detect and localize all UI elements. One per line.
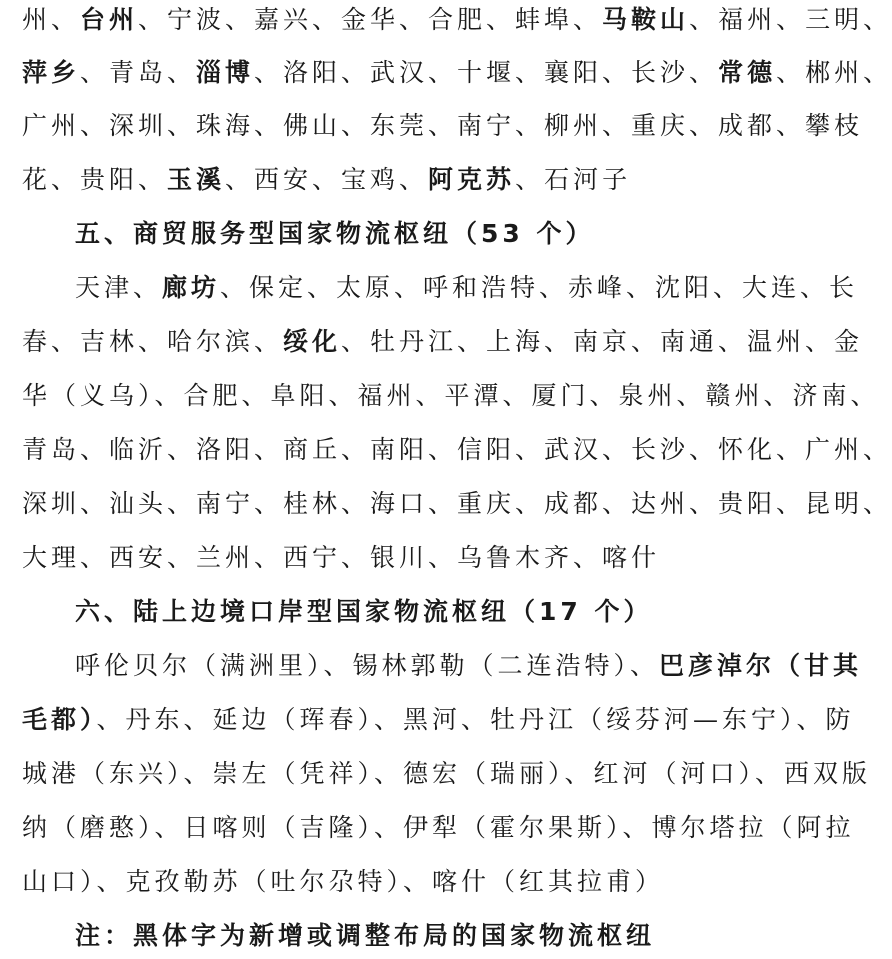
text-line: [22, 160, 811, 200]
bold-hub-name: 六、陆上边境口岸型国家物流枢纽（17 个）: [75, 597, 653, 626]
bold-hub-name: 注：黑体字为新增或调整布局的国家物流枢纽: [75, 921, 656, 950]
text-segment: 山口）、克孜勒苏（吐尔尕特）、喀什（红其拉甫）: [22, 867, 665, 896]
bold-hub-name: 廊坊: [162, 273, 221, 302]
text-segment: 华（义乌）、合肥、阜阳、福州、平潭、厦门、泉州、赣州、济南、: [22, 381, 880, 410]
bold-hub-name: 绥化: [283, 327, 342, 356]
text-segment: 、宁波、嘉兴、金华、合肥、蚌埠、: [138, 5, 603, 34]
bold-hub-name: 马鞍山: [602, 5, 690, 34]
text-segment: 、洛阳、武汉、十堰、襄阳、长沙、: [254, 58, 719, 87]
text-segment: 、牡丹江、上海、南京、南通、温州、金: [341, 327, 864, 356]
section-heading: [75, 214, 811, 254]
text-segment: 、丹东、延边（珲春）、黑河、牡丹江（绥芬河—东宁）、防: [96, 705, 855, 734]
text-segment: 大理、西安、兰州、西宁、银川、乌鲁木齐、喀什: [22, 543, 661, 572]
bold-hub-name: 淄博: [196, 58, 255, 87]
bold-hub-name: 常德: [718, 58, 777, 87]
text-segment: 青岛、临沂、洛阳、商丘、南阳、信阳、武汉、长沙、怀化、广州、: [22, 435, 892, 464]
text-line: [22, 376, 880, 416]
text-line: [22, 538, 811, 578]
text-segment: 、西安、宝鸡、: [225, 165, 429, 194]
bold-hub-name: 巴彦淖尔（甘其: [659, 651, 863, 680]
text-line: [22, 322, 864, 362]
text-line: [75, 646, 863, 686]
text-line: [22, 484, 892, 524]
text-segment: 天津、: [75, 273, 163, 302]
section-heading: [75, 916, 811, 956]
text-segment: 呼伦贝尔（满洲里）、锡林郭勒（二连浩特）、: [75, 651, 660, 680]
text-line: [22, 862, 811, 902]
text-segment: 城港（东兴）、崇左（凭祥）、德宏（瑞丽）、红河（河口）、西双版: [22, 759, 872, 788]
text-line: [22, 700, 855, 740]
text-line: [22, 106, 864, 146]
text-line: [22, 0, 892, 40]
text-segment: 、石河子: [515, 165, 632, 194]
text-segment: 春、吉林、哈尔滨、: [22, 327, 284, 356]
section-heading: [75, 592, 811, 632]
bold-hub-name: 毛都）: [22, 705, 97, 734]
text-line: [75, 268, 859, 308]
text-segment: 广州、深圳、珠海、佛山、东莞、南宁、柳州、重庆、成都、攀枝: [22, 111, 864, 140]
text-segment: 、青岛、: [80, 58, 197, 87]
text-segment: 、保定、太原、呼和浩特、赤峰、沈阳、大连、长: [220, 273, 859, 302]
text-line: [22, 808, 855, 848]
text-segment: 深圳、汕头、南宁、桂林、海口、重庆、成都、达州、贵阳、昆明、: [22, 489, 892, 518]
text-segment: 花、贵阳、: [22, 165, 168, 194]
bold-hub-name: 萍乡: [22, 58, 81, 87]
bold-hub-name: 五、商贸服务型国家物流枢纽（53 个）: [75, 219, 595, 248]
text-line: [22, 430, 892, 470]
text-segment: 、郴州、: [776, 58, 892, 87]
text-segment: 州、: [22, 5, 81, 34]
text-line: [22, 53, 892, 93]
bold-hub-name: 玉溪: [167, 165, 226, 194]
text-segment: 纳（磨憨）、日喀则（吉隆）、伊犁（霍尔果斯）、博尔塔拉（阿拉: [22, 813, 855, 842]
bold-hub-name: 阿克苏: [428, 165, 516, 194]
text-line: [22, 754, 872, 794]
text-segment: 、福州、三明、: [689, 5, 892, 34]
bold-hub-name: 台州: [80, 5, 139, 34]
